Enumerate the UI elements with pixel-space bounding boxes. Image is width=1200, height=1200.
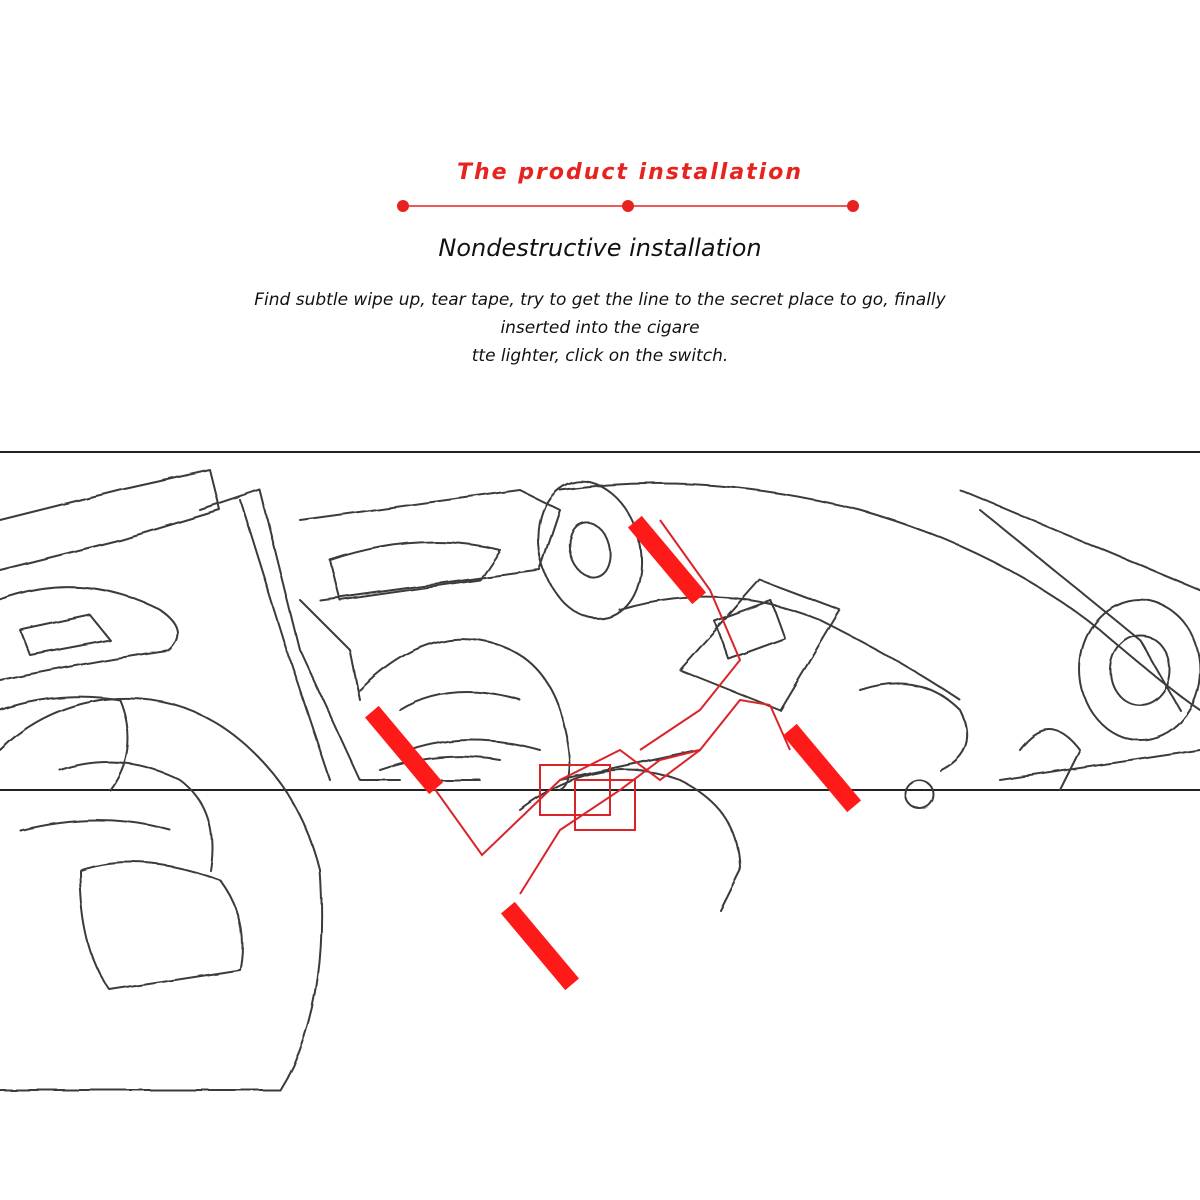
divider-dot-left xyxy=(397,200,409,212)
front-door-handle xyxy=(330,542,500,600)
glovebox xyxy=(860,683,967,770)
description xyxy=(0,286,1200,370)
wheel-hub xyxy=(1110,635,1170,705)
rear-seat-edge xyxy=(0,697,128,790)
front-door-edge xyxy=(300,600,360,700)
divider-dot-right xyxy=(847,200,859,212)
a-pillar xyxy=(960,490,1200,590)
radio-unit xyxy=(715,601,785,659)
rear-door-top xyxy=(0,470,220,570)
front-seat-stitch-2 xyxy=(410,740,540,750)
description-line: inserted into the cigare xyxy=(500,318,700,338)
description-line: Find subtle wipe up, tear tape, try to get the line to the secret place to go, finally xyxy=(254,290,946,310)
car-interior-illustration xyxy=(0,450,1200,1200)
description-line: tte lighter, click on the switch. xyxy=(471,346,729,366)
right-door-top xyxy=(1000,750,1200,780)
steering-hub xyxy=(563,518,616,582)
front-door-top xyxy=(300,490,560,600)
dashboard-top xyxy=(560,483,1200,710)
wheel xyxy=(1080,600,1200,740)
b-pillar xyxy=(200,490,400,780)
section-title: The product installation xyxy=(456,160,803,185)
side-mirror xyxy=(1020,730,1080,790)
center-console xyxy=(680,580,840,710)
front-seat-cushion xyxy=(380,757,500,770)
bottom-blank xyxy=(0,792,1200,1200)
title-divider xyxy=(395,196,865,216)
b-pillar-inner xyxy=(240,500,330,780)
wire-right xyxy=(770,705,790,750)
divider-dot-center xyxy=(622,200,634,212)
subtitle: Nondestructive installation xyxy=(438,234,762,262)
front-seat-stitch xyxy=(400,692,520,710)
rear-door-armrest xyxy=(0,587,178,680)
rear-door-handle xyxy=(20,615,110,655)
